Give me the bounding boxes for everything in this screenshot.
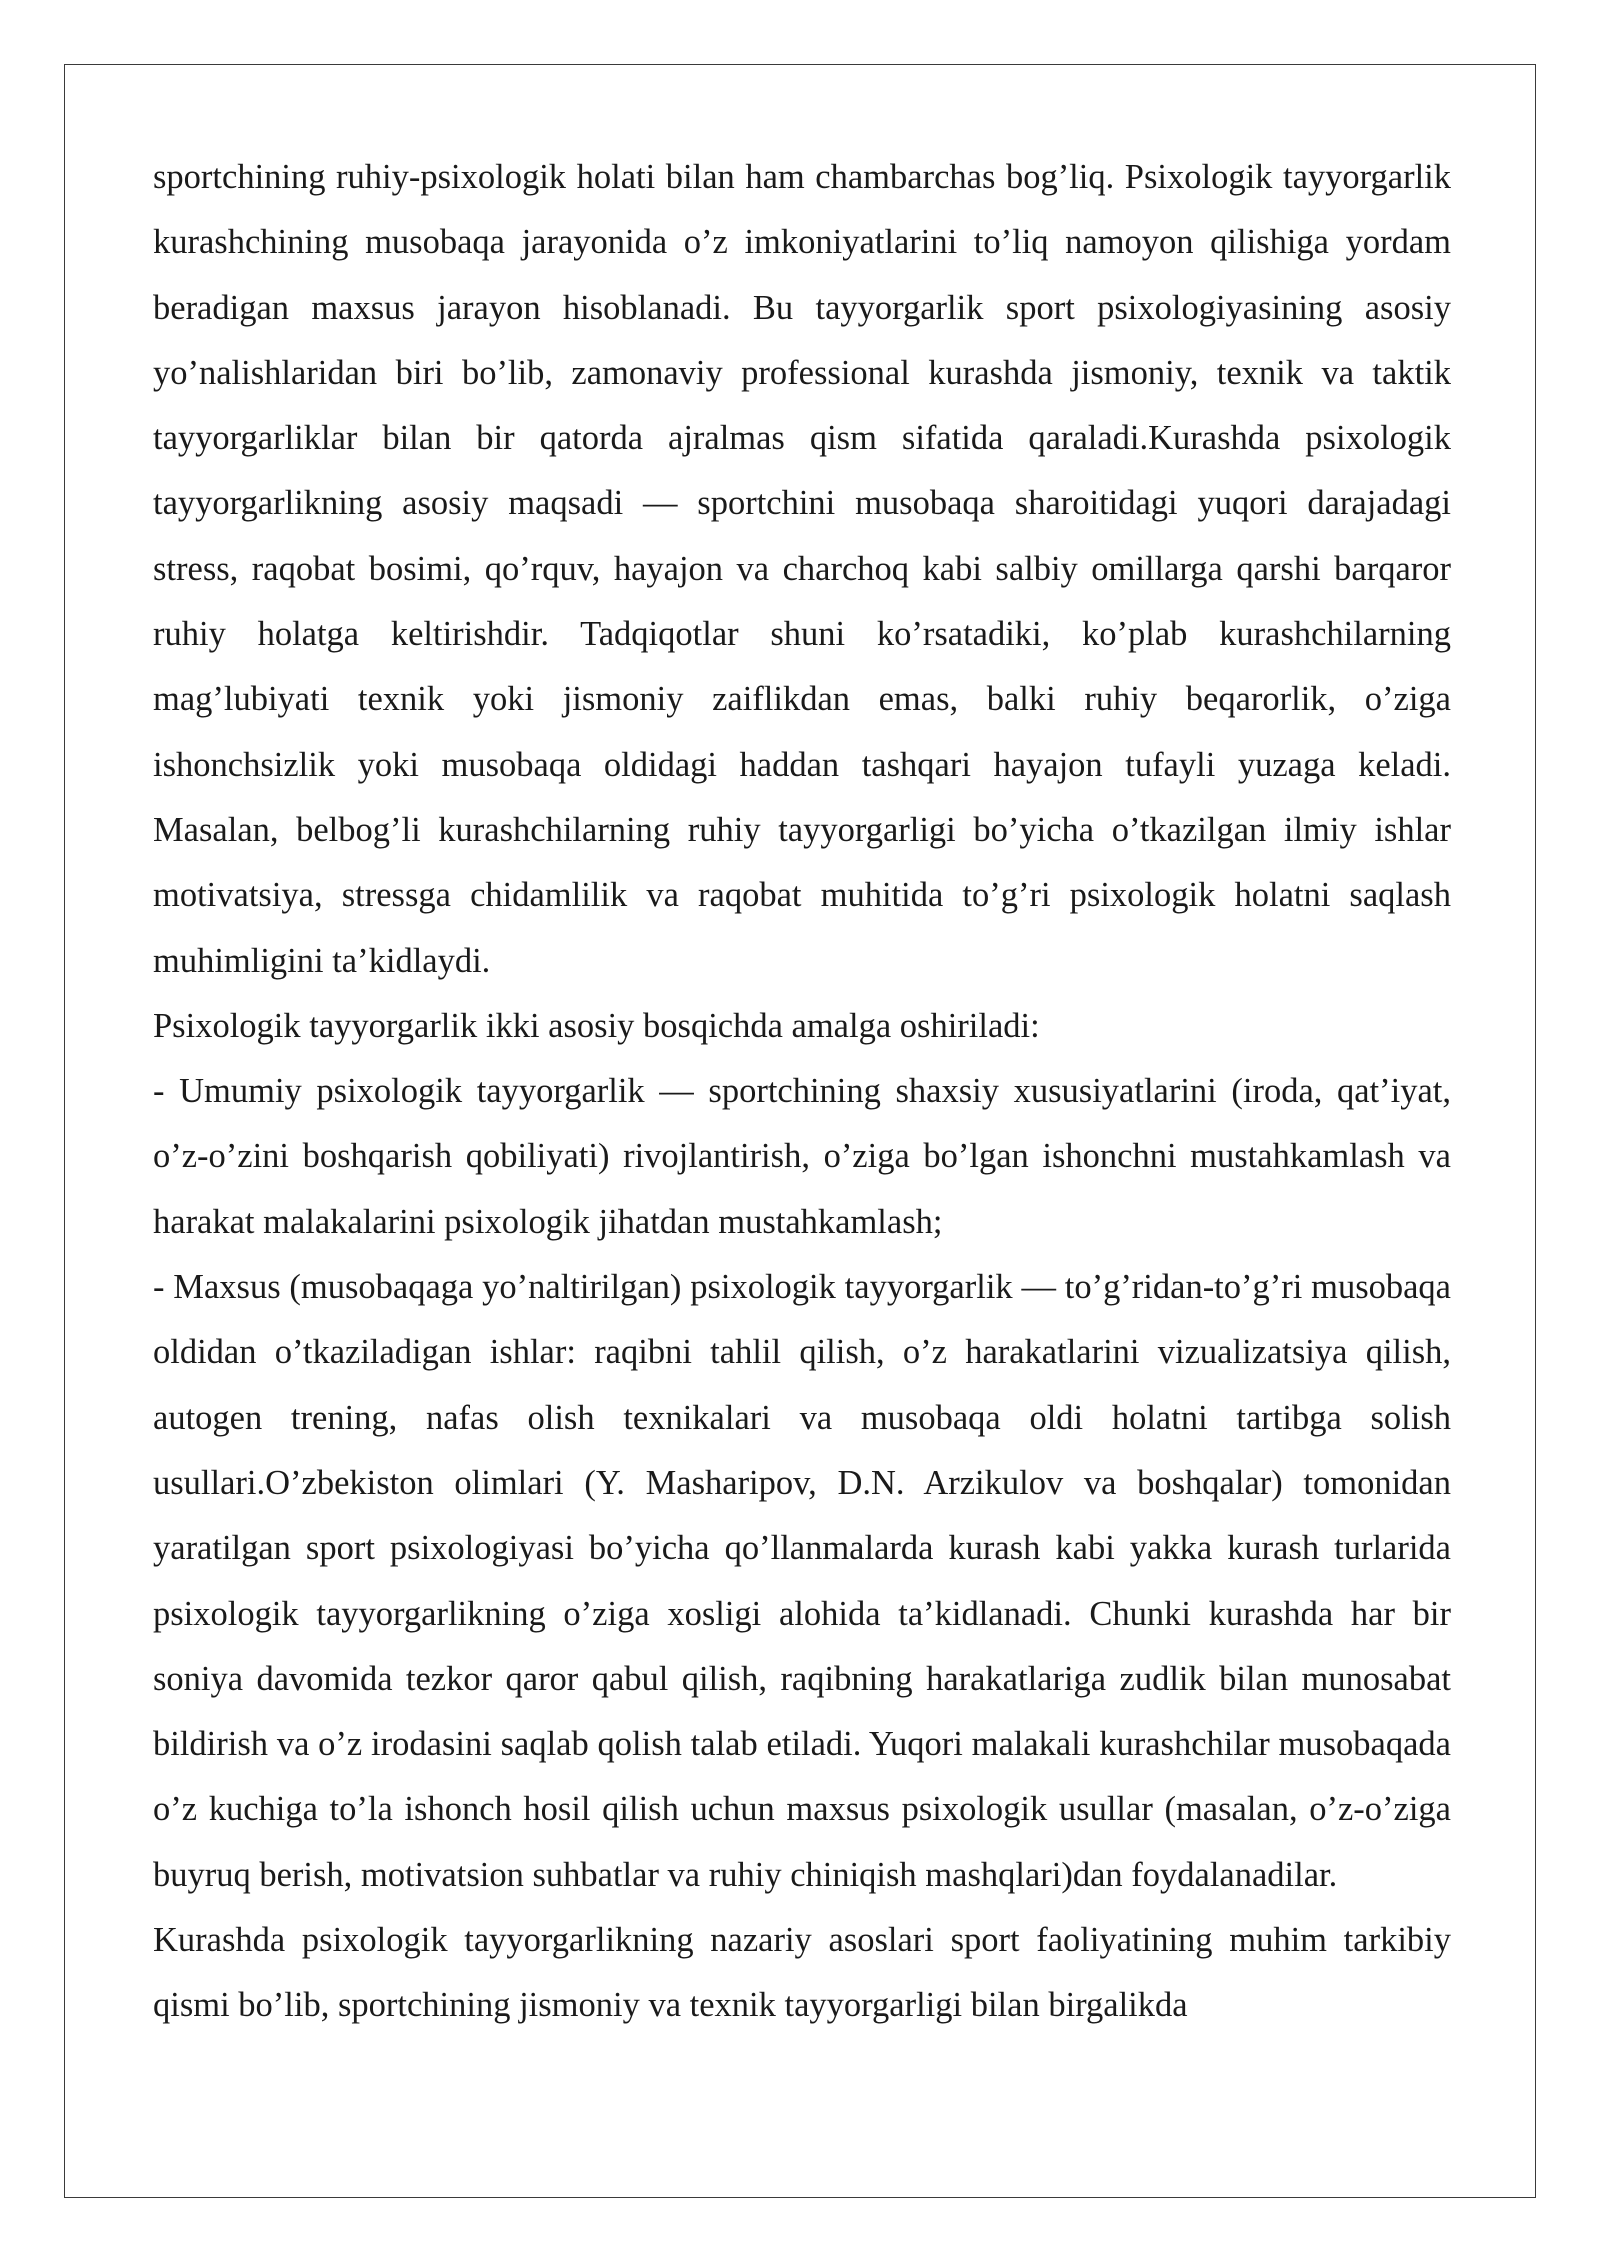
paragraph-theoretical-basis: Kurashda psixologik tayyorgarlikning nazariy asoslari sport faoliyatining muhim tarkibiy qismi bo’lib, sportchining jismoniy va texnik tayyorgarligi bilan birgalikda	[153, 1921, 1451, 2025]
paragraph-two-stages-intro: Psixologik tayyorgarlik ikki asosiy bosqichda amalga oshiriladi:	[153, 1006, 1040, 1045]
list-item-special-preparation: - Maxsus (musobaqaga yo’naltirilgan) psixologik tayyorgarlik — to’g’ridan-to’g’ri musobaqa oldidan o’tkaziladigan ishlar: raqibni tahlil qilish, o’z harakatlarini vizualizatsiya qilish, autogen trening, nafas olish texnikalari va musobaqa oldi holatni tartibga solish usullari.O’zbekiston olimlari (Y. Masharipov, D.N. Arzikulov va boshqalar) tomonidan yaratilgan sport psixologiyasi bo’yicha qo’llanmalarda kurash kabi yakka kurash turlarida psixologik tayyorgarlikning o’ziga xosligi alohida ta’kidlanadi. Chunki kurashda har bir soniya davomida tezkor qaror qabul qilish, raqibning harakatlariga zudlik bilan munosabat bildirish va o’z irodasini saqlab qolish talab etiladi. Yuqori malakali kurashchilar musobaqada o’z kuchiga to’la ishonch hosil qilish uchun maxsus psixologik usullar (masalan, o’z-o’ziga buyruq berish, motivatsion suhbatlar va ruhiy chiniqish mashqlari)dan foydalanadilar.	[153, 1268, 1451, 1894]
document-body	[153, 145, 1451, 2039]
paragraph-psychological-state: sportchining ruhiy-psixologik holati bilan ham chambarchas bog’liq. Psixologik tayyorgarlik kurashchining musobaqa jarayonida o’z imkoniyatlarini to’liq namoyon qilishiga yordam beradigan maxsus jarayon hisoblanadi. Bu tayyorgarlik sport psixologiyasining asosiy yo’nalishlaridan biri bo’lib, zamonaviy professional kurashda jismoniy, texnik va taktik tayyorgarliklar bilan bir qatorda ajralmas qism sifatida qaraladi.Kurashda psixologik tayyorgarlikning asosiy maqsadi — sportchini musobaqa sharoitidagi yuqori darajadagi stress, raqobat bosimi, qo’rquv, hayajon va charchoq kabi salbiy omillarga qarshi barqaror ruhiy holatga keltirishdir. Tadqiqotlar shuni ko’rsatadiki, ko’plab kurashchilarning mag’lubiyati texnik yoki jismoniy zaiflikdan emas, balki ruhiy beqarorlik, o’ziga ishonchsizlik yoki musobaqa oldidagi haddan tashqari hayajon tufayli yuzaga keladi. Masalan, belbog’li kurashchilarning ruhiy tayyorgarligi bo’yicha o’tkazilgan ilmiy ishlar motivatsiya, stressga chidamlilik va raqobat muhitida to’g’ri psixologik holatni saqlash muhimligini ta’kidlaydi.	[153, 158, 1451, 980]
list-item-general-preparation: - Umumiy psixologik tayyorgarlik — sportchining shaxsiy xususiyatlarini (iroda, qat’iyat, o’z-o’zini boshqarish qobiliyati) rivojlantirish, o’ziga bo’lgan ishonchni mustahkamlash va harakat malakalarini psixologik jihatdan mustahkamlash;	[153, 1072, 1451, 1241]
